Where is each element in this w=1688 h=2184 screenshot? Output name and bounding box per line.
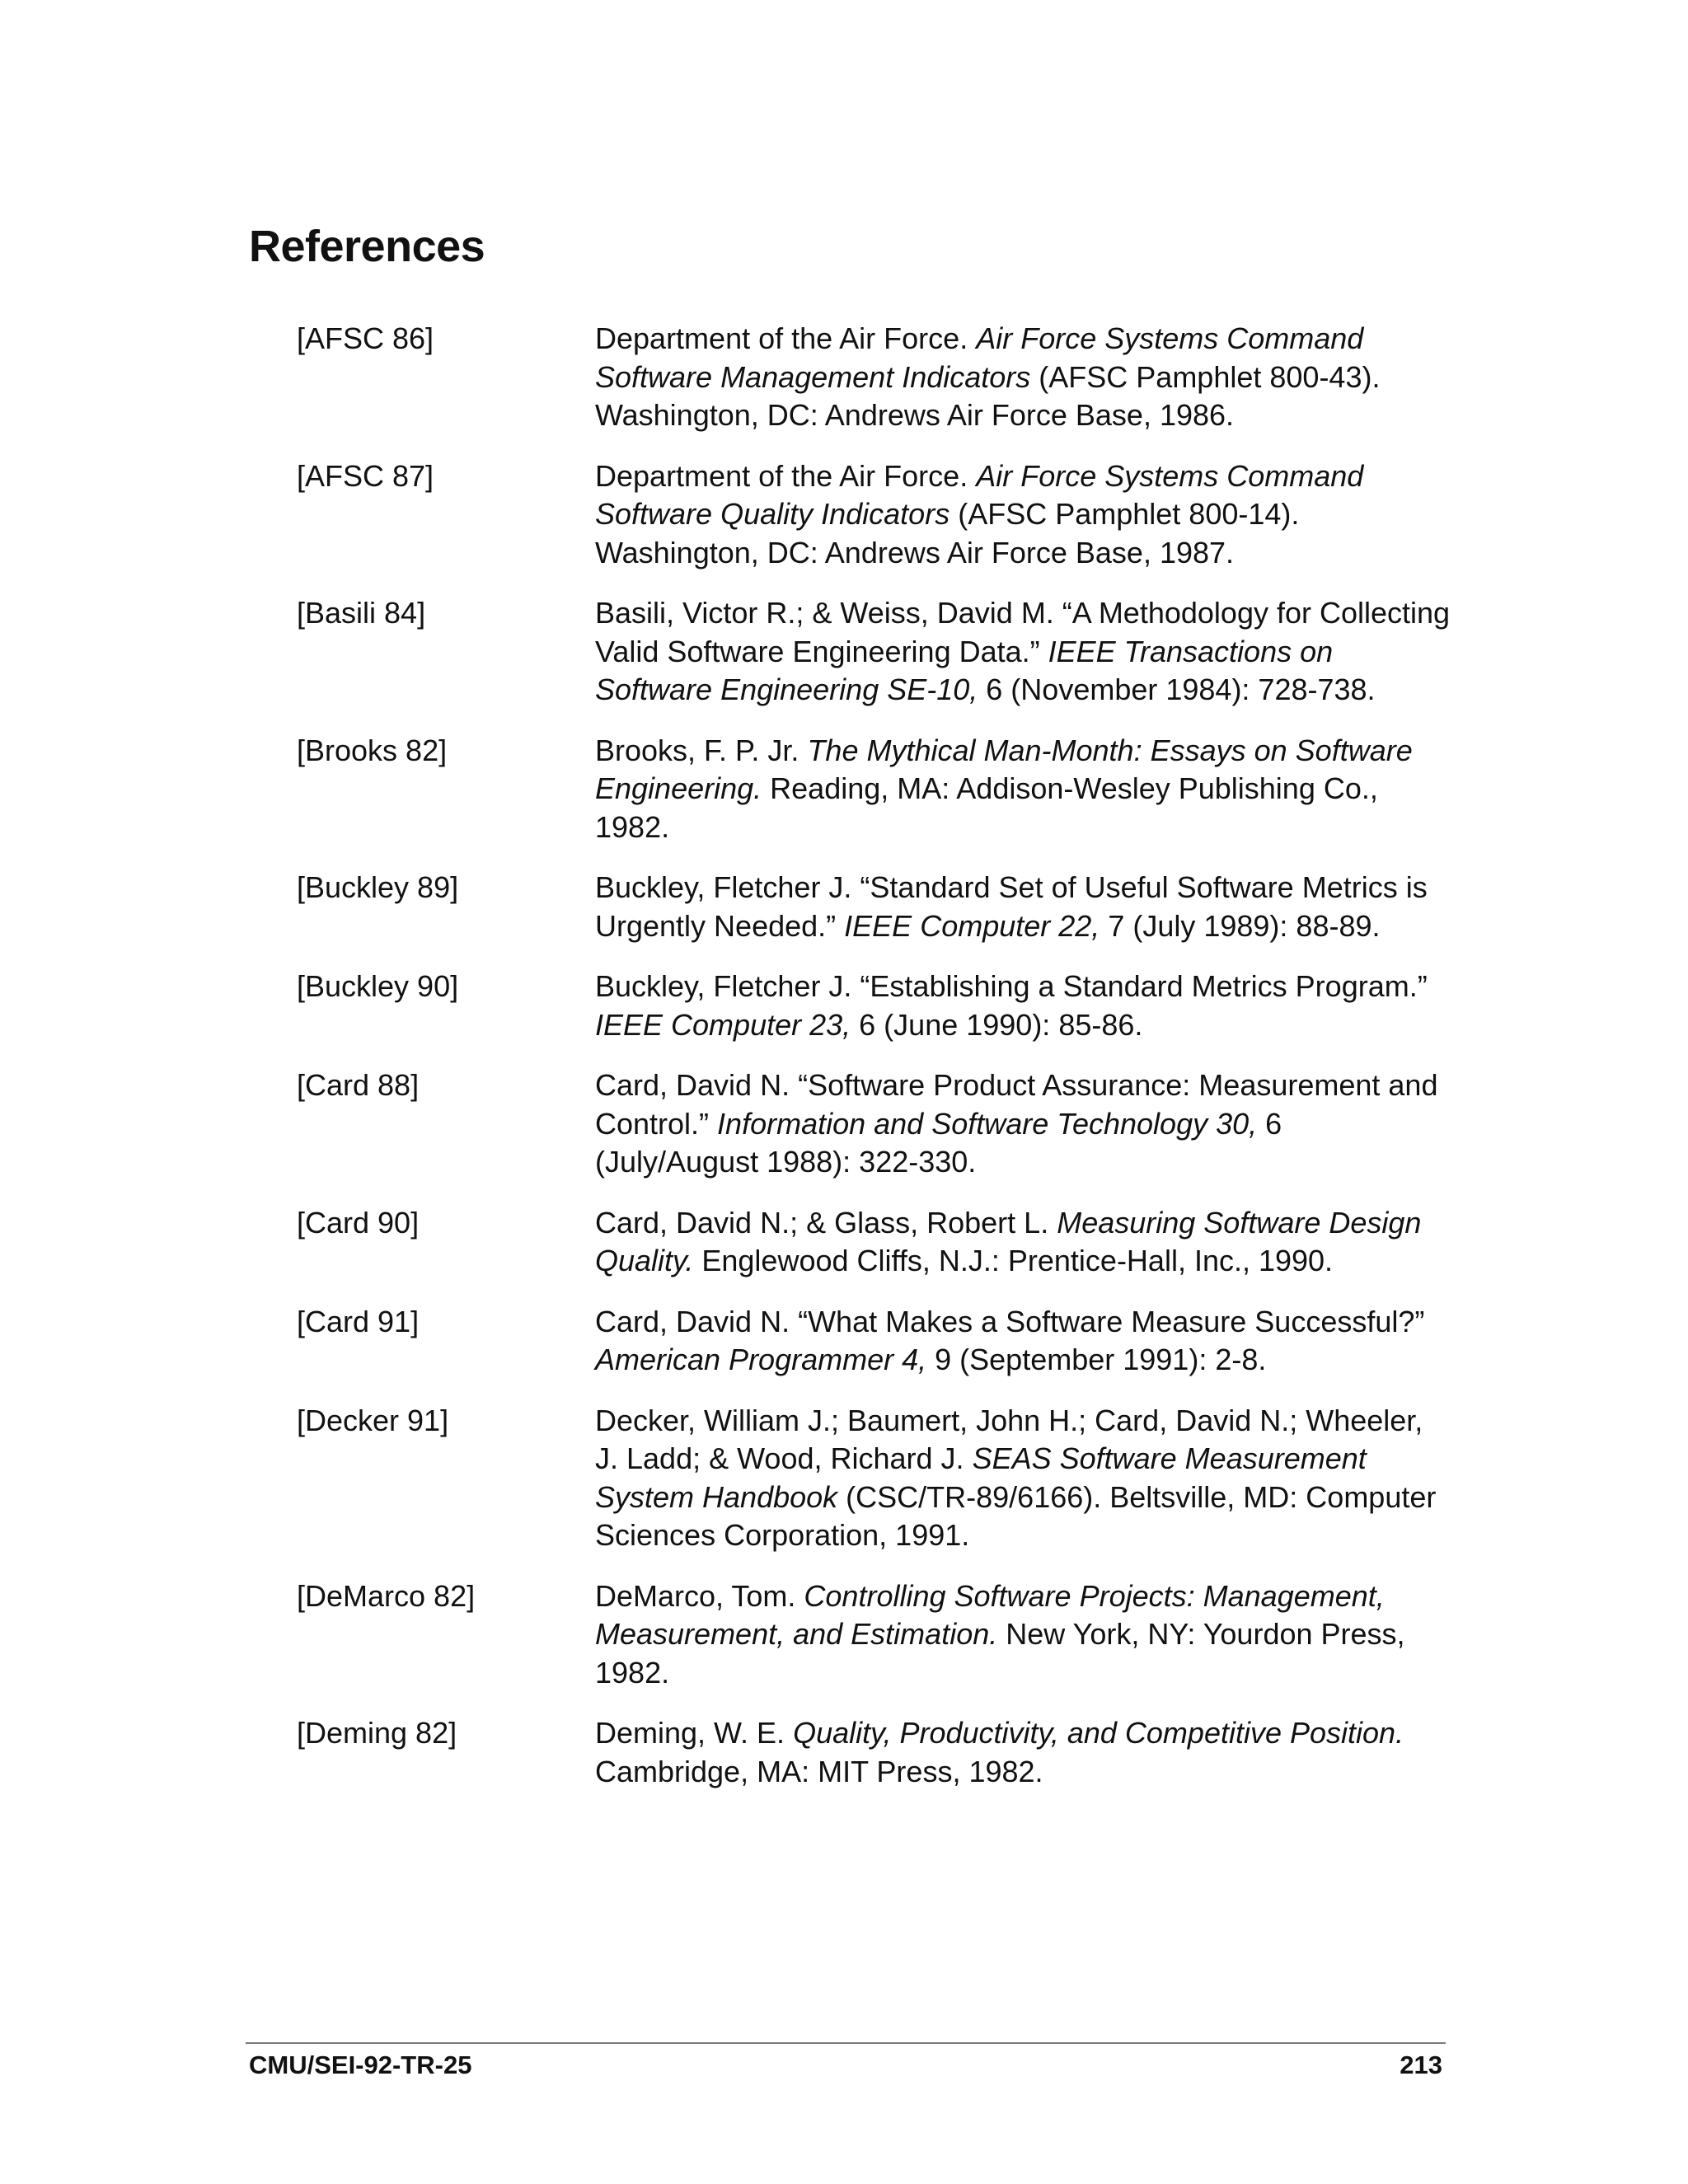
- footer-divider: [246, 2042, 1446, 2044]
- citation-title: IEEE Computer 22,: [844, 908, 1100, 943]
- citation-title: SEAS Software Measurement System Handbook: [595, 1441, 1367, 1514]
- citation-title: Information and Software Technology 30,: [717, 1106, 1258, 1141]
- reference-key: [Deming 82]: [297, 1716, 457, 1750]
- reference-citation: [595, 968, 1451, 1044]
- citation-title: Air Force Systems Command Software Management Indicators: [595, 321, 1364, 394]
- citation-text: Deming, W. E.: [595, 1716, 794, 1750]
- reference-entry: [297, 968, 1451, 1044]
- citation-text: Card, David N.; & Glass, Robert L.: [595, 1205, 1057, 1240]
- citation-text: Decker, William J.; Baumert, John H.; Card, David N.; Wheeler, J. Ladd; & Wood, Richard J.: [595, 1403, 1423, 1475]
- reference-citation: [595, 1402, 1451, 1555]
- reference-citation: [595, 869, 1451, 945]
- reference-key: [Card 90]: [297, 1205, 420, 1240]
- citation-text: (AFSC Pamphlet 800-43). Washington, DC: Andrews Air Force Base, 1986.: [595, 359, 1381, 432]
- citation-text: 7 (July 1989): 88-89.: [1100, 908, 1381, 943]
- reference-key: [Card 88]: [297, 1068, 420, 1102]
- citation-title: Quality, Productivity, and Competitive Position.: [793, 1716, 1404, 1750]
- reference-citation: [595, 594, 1451, 710]
- reference-entry: [297, 1577, 1451, 1693]
- reference-citation: [595, 457, 1451, 573]
- report-id: CMU/SEI-92-TR-25: [249, 2050, 472, 2079]
- citation-text: 6 (November 1984): 728-738.: [978, 673, 1376, 706]
- citation-text: Department of the Air Force.: [595, 458, 977, 493]
- citation-text: Card, David N. “What Makes a Software Measure Successful?”: [595, 1304, 1425, 1338]
- reference-key: [AFSC 87]: [297, 458, 434, 493]
- reference-key: [DeMarco 82]: [297, 1578, 476, 1613]
- reference-key: [Brooks 82]: [297, 733, 448, 767]
- reference-key: [Decker 91]: [297, 1403, 449, 1437]
- citation-title: IEEE Computer 23,: [595, 1007, 851, 1042]
- citation-text: Buckley, Fletcher J. “Establishing a Standard Metrics Program.”: [595, 969, 1428, 1003]
- reference-entry: [297, 1204, 1451, 1281]
- citation-text: Reading, MA: Addison-Wesley Publishing Co., 1982.: [595, 771, 1378, 844]
- reference-citation: [595, 1066, 1451, 1182]
- reference-entry: [297, 869, 1451, 945]
- citation-text: New York, NY: Yourdon Press, 1982.: [595, 1617, 1405, 1690]
- citation-text: Cambridge, MA: MIT Press, 1982.: [595, 1754, 1043, 1788]
- reference-entry: [297, 1303, 1451, 1380]
- citation-text: Brooks, F. P. Jr.: [595, 733, 808, 767]
- reference-citation: [595, 732, 1451, 847]
- reference-list: [297, 320, 1451, 1813]
- citation-title: Air Force Systems Command Software Quality Indicators: [595, 458, 1364, 531]
- reference-entry: [297, 1714, 1451, 1791]
- citation-text: DeMarco, Tom.: [595, 1578, 804, 1613]
- citation-title: American Programmer 4,: [595, 1343, 927, 1376]
- reference-entry: [297, 457, 1451, 573]
- reference-entry: [297, 320, 1451, 435]
- citation-text: Basili, Victor R.; & Weiss, David M. “A Methodology for Collecting Valid Software Engineering Data.”: [595, 596, 1451, 668]
- citation-text: Englewood Cliffs, N.J.: Prentice-Hall, Inc., 1990.: [693, 1244, 1334, 1277]
- reference-key: [Card 91]: [297, 1304, 420, 1338]
- citation-title: Measuring Software Design Quality.: [595, 1205, 1422, 1277]
- citation-text: Department of the Air Force.: [595, 321, 977, 355]
- reference-citation: [595, 1303, 1451, 1380]
- reference-entry: [297, 1402, 1451, 1555]
- reference-key: [Buckley 89]: [297, 870, 459, 904]
- reference-key: [Basili 84]: [297, 596, 426, 630]
- citation-title: The Mythical Man-Month: Essays on Software Engineering.: [595, 733, 1413, 805]
- reference-entry: [297, 1066, 1451, 1182]
- citation-text: (AFSC Pamphlet 800-14). Washington, DC: Andrews Air Force Base, 1987.: [595, 497, 1300, 569]
- page-title: References: [249, 222, 485, 271]
- reference-citation: [595, 1714, 1451, 1791]
- page-number: 213: [1400, 2050, 1442, 2079]
- reference-key: [Buckley 90]: [297, 969, 459, 1003]
- citation-text: (CSC/TR-89/6166). Beltsville, MD: Computer Sciences Corporation, 1991.: [595, 1479, 1437, 1552]
- reference-citation: [595, 1577, 1451, 1693]
- citation-text: 6 (July/August 1988): 322-330.: [595, 1106, 1282, 1179]
- reference-entry: [297, 732, 1451, 847]
- reference-citation: [595, 320, 1451, 435]
- citation-title: Controlling Software Projects: Management, Measurement, and Estimation.: [595, 1578, 1385, 1651]
- citation-text: Card, David N. “Software Product Assurance: Measurement and Control.”: [595, 1068, 1438, 1141]
- citation-text: 9 (September 1991): 2-8.: [926, 1343, 1267, 1376]
- citation-text: 6 (June 1990): 85-86.: [851, 1007, 1143, 1042]
- citation-text: Buckley, Fletcher J. “Standard Set of Useful Software Metrics is Urgently Needed.”: [595, 870, 1428, 943]
- reference-entry: [297, 594, 1451, 710]
- citation-title: IEEE Transactions on Software Engineering SE-10,: [595, 634, 1334, 706]
- reference-key: [AFSC 86]: [297, 321, 434, 355]
- reference-citation: [595, 1204, 1451, 1281]
